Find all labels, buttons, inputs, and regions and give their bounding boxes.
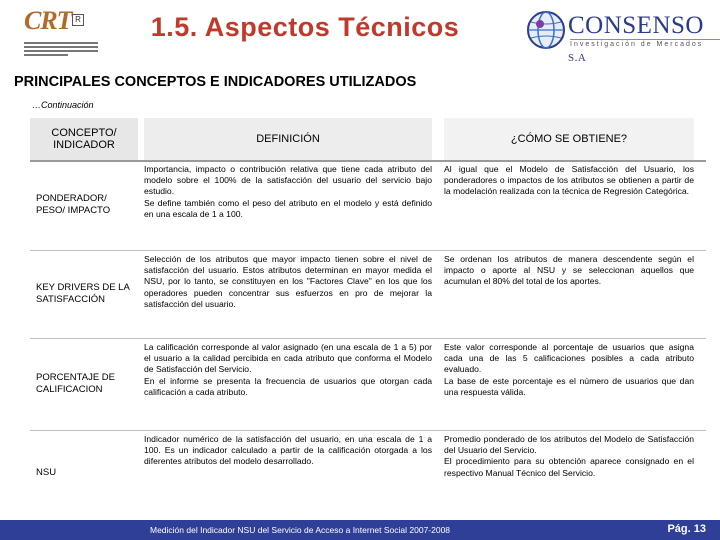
how-paragraph: Promedio ponderado de los atributos del Modelo de Satisfacción del Usuario del Servicio.	[444, 434, 694, 456]
registered-mark-icon: R	[72, 14, 84, 26]
how-paragraph: Al igual que el Modelo de Satisfacción del Usuario, los ponderadores o impactos de los atributos se obtienen a partir de la modelación realizada con la técnica de Regresión Categórica.	[444, 164, 694, 197]
table-row	[30, 250, 706, 339]
how-paragraph: El procedimiento para su obtención aparece consignado en el respectivo Manual Técnico del Servicio.	[444, 456, 694, 478]
consenso-name: CONSENSO	[568, 12, 704, 39]
page-title: 1.5. Aspectos Técnicos	[150, 12, 460, 42]
continuation-note: …Continuación	[32, 100, 94, 110]
how-paragraph: Se ordenan los atributos de manera descendente según el impacto o aporte al NSU y se seleccionan aquellos que acumulan el 80% del total de los aportes.	[444, 254, 694, 287]
page-number: Pág. 13	[667, 523, 706, 535]
slide-header	[0, 0, 720, 64]
definition-paragraph: La calificación corresponde al valor asignado (en una escala de 1 a 5) por el usuario a la calidad percibida en cada atributo que conforma el Modelo de Satisfacción del Servicio.	[144, 342, 432, 375]
definition-cell	[144, 338, 432, 398]
header-how-obtained: ¿CÓMO SE OBTIENE?	[444, 118, 694, 160]
definition-cell	[144, 430, 432, 468]
consenso-suffix: S.A	[568, 52, 587, 64]
logo-divider	[570, 39, 720, 40]
definition-paragraph: Selección de los atributos que mayor impacto tienen sobre el nivel de satisfacción del usuario. Estos atributos determinan en mayor medida el NSU, por lo tanto, se constituyen en los "Factores Clave" en los que los operadores pueden concentrar sus esfuerzos en pro de mejorar la satisfacción del usuario.	[144, 254, 432, 309]
how-paragraph: Este valor corresponde al porcentaje de usuarios que asigna cada una de las 5 calificaciones posibles a cada atributo evaluado.	[444, 342, 694, 375]
table-header-row	[30, 118, 706, 162]
concept-cell: PONDERADOR/ PESO/ IMPACTO	[36, 193, 111, 216]
definition-cell	[144, 160, 432, 220]
header-concept: CONCEPTO/ INDICADOR	[30, 118, 138, 160]
definition-cell	[144, 250, 432, 310]
table-row	[30, 430, 706, 516]
definition-paragraph: Importancia, impacto o contribución relativa que tiene cada atributo del modelo sobre el 100% de la satisfacción del usuario del servicio bajo estudio.	[144, 164, 432, 197]
section-heading: PRINCIPALES CONCEPTOS E INDICADORES UTILIZADOS	[14, 74, 417, 90]
crt-logo-subtitle-graphic	[24, 42, 98, 60]
crt-logo-text: CRT	[24, 6, 72, 35]
how-paragraph: La base de este porcentaje es el número de usuarios que dan una respuesta válida.	[444, 375, 694, 397]
footer-bar	[0, 520, 720, 540]
consenso-logo	[526, 8, 716, 64]
concept-cell: NSU	[36, 467, 57, 478]
definition-paragraph: Se define también como el peso del atributo en el modelo y está definido en una escala de 1 a 100.	[144, 197, 432, 219]
consenso-tagline: Investigación de Mercados	[570, 41, 704, 48]
how-cell	[444, 160, 694, 198]
table-row	[30, 160, 706, 251]
footer-text: Medición del Indicador NSU del Servicio de Acceso a Internet Social 2007-2008	[150, 525, 451, 535]
concept-cell: PORCENTAJE DE CALIFICACION	[36, 372, 116, 395]
how-cell	[444, 250, 694, 288]
definition-paragraph: Indicador numérico de la satisfacción del usuario, en una escala de 1 a 100. Es un indicador calculado a partir de la calificación otorgada a los diferentes atributos del modelo desarrollado.	[144, 434, 432, 467]
globe-icon	[526, 10, 566, 50]
table-row	[30, 338, 706, 431]
how-cell	[444, 430, 694, 479]
crt-logo	[22, 6, 102, 62]
header-definition: DEFINICIÓN	[144, 118, 432, 160]
concept-cell: KEY DRIVERS DE LA SATISFACCIÓN	[36, 282, 130, 305]
how-cell	[444, 338, 694, 398]
consenso-wordmark	[568, 12, 716, 68]
definition-paragraph: En el informe se presenta la frecuencia de usuarios que otorgan cada calificación a cada atributo.	[144, 375, 432, 397]
